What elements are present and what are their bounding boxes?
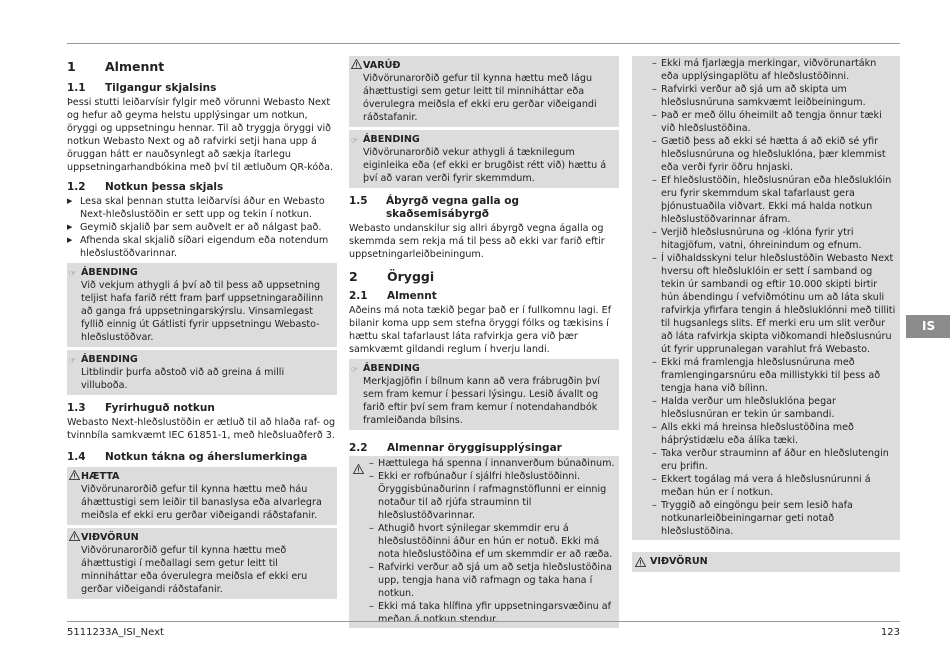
note-box bbox=[67, 263, 337, 347]
warning-triangle-icon bbox=[69, 470, 80, 480]
list-item: – Tryggið að eingöngu þeir sem lesið hafa notkunarleiðbeiningarnar geti notað hleðslustöðina. bbox=[652, 499, 896, 538]
warning-box bbox=[632, 552, 900, 572]
list-item: – Gætið þess að ekki sé hætta á að ekið sé yfir hleðslusnúruna og hleðsluklóna, þær klemmist eða verði fyrir öðru hnjaski. bbox=[652, 135, 896, 174]
column-3 bbox=[632, 56, 900, 572]
note-text: Viðvörunarorðið vekur athygli á tæknilegum eiginleika eða (ef ekki er brugðist rétt við) hættu á því að varan verði fyrir skemmdum. bbox=[363, 147, 607, 184]
caution-title: VARÚÐ bbox=[363, 60, 401, 71]
section-1-3-text: Webasto Next-hleðslustöðin er ætluð til að hlaða raf- og tvinnbíla samkvæmt IEC 61851-1, með hleðsluaðferð 3. bbox=[67, 417, 336, 441]
column-1 bbox=[67, 56, 337, 599]
document-id: 5111233A_ISI_Next bbox=[67, 627, 164, 638]
hand-pointer-icon: ☞ bbox=[351, 365, 359, 374]
note-box bbox=[349, 130, 619, 188]
note-text: Litblindir þurfa aðstoð við að greina á milli villuboða. bbox=[81, 367, 285, 391]
list-item: – Ekki er rofbúnaður í sjálfri hleðslustöðinni. Öryggisbúnaðurinn í rafmagnstöflunni er einnig notaður til að rjúfa strauminn til hleðslustöðvarinnar. bbox=[369, 470, 615, 522]
page-number: 123 bbox=[880, 627, 900, 638]
warning-triangle-icon bbox=[351, 59, 362, 69]
note-title: ÁBENDING bbox=[81, 267, 138, 278]
list-item: – Hættulega há spenna í innanverðum búnaðinum. bbox=[369, 457, 615, 470]
note-box bbox=[67, 350, 337, 395]
hand-pointer-icon: ☞ bbox=[69, 356, 77, 365]
section-1-5-heading: 1.5 Ábyrgð vegna galla og skaðsemisábyrgð bbox=[349, 195, 519, 220]
language-tab: IS bbox=[906, 315, 950, 338]
safety-list-box bbox=[349, 456, 619, 628]
hand-pointer-icon: ☞ bbox=[351, 136, 359, 145]
note-text: Merkjagjöfin í bílnum kann að vera frábrugðin því sem fram kemur í þessari lýsingu. Lesið ávallt og farið eftir því sem fram kemur í notendahandbók framleiðanda bílsins. bbox=[363, 376, 600, 426]
note-title: ÁBENDING bbox=[81, 354, 138, 365]
caution-text: Viðvörunarorðið gefur til kynna hættu með lágu áhættustigi sem getur leitt til minniháttar eða óverulegra meiðsla ef ekki eru gerðar viðeigandi ráðstafanir. bbox=[363, 73, 597, 123]
danger-text: Viðvörunarorðið gefur til kynna hættu með háu áhættustigi sem leiðir til banaslysa eða alvarlegra meiðsla ef ekki eru gerðar viðeigandi ráðstafanir. bbox=[81, 484, 322, 521]
note-text: Við vekjum athygli á því að til þess að uppsetning teljist hafa farið rétt fram þarf uppsetningaraðilinn að ganga frá uppsetningarskýrslu. Vinsamlegast fyllið einnig út Gátlisti fyrir uppsetningu Webasto-hleðslustöðvar. bbox=[81, 280, 324, 343]
warning-triangle-icon bbox=[69, 531, 80, 541]
list-item: – Taka verður strauminn af áður en hleðslutengin eru þrifin. bbox=[652, 447, 896, 473]
section-2-1-heading: 2.1 Almennt bbox=[349, 290, 437, 302]
warning-title: VIÐVÖRUN bbox=[650, 556, 708, 567]
safety-list bbox=[369, 457, 615, 626]
list-item: ▶ Lesa skal þennan stutta leiðarvísi áður en Webasto Next-hleðslustöðin er sett upp og tekin í notkun. bbox=[67, 195, 337, 221]
section-1-heading: 1 Almennt bbox=[67, 59, 165, 74]
section-1-3-heading: 1.3 Fyrirhuguð notkun bbox=[67, 402, 215, 414]
usage-list bbox=[67, 195, 337, 260]
warning-title: VIÐVÖRUN bbox=[81, 532, 139, 543]
list-item: – Rafvirki verður að sjá um að setja hleðslustöðina upp, tengja hana við rafmagn og taka hana í notkun. bbox=[369, 561, 615, 600]
list-item: ▶ Geymið skjalið þar sem auðvelt er að nálgast það. bbox=[67, 221, 337, 234]
section-1-1-heading: 1.1 Tilgangur skjalsins bbox=[67, 82, 217, 94]
header-rule bbox=[67, 43, 900, 44]
list-item: – Ekkert togálag má vera á hleðslusnúrunni á meðan hún er í notkun. bbox=[652, 473, 896, 499]
safety-list-continued-box bbox=[632, 56, 900, 540]
list-item: ▶ Afhenda skal skjalið síðari eigendum eða notendum hleðslustöðvarinnar. bbox=[67, 234, 337, 260]
list-item: – Halda verður um hleðsluklóna þegar hleðslusnúran er tekin úr sambandi. bbox=[652, 395, 896, 421]
safety-list-continued bbox=[652, 57, 896, 538]
section-2-1-text: Aðeins má nota tækið þegar það er í fullkomnu lagi. Ef bilanir koma upp sem stefna öryggi fólks og tækisins í hættu skal tafarlaust láta rafvirkja gera við þær samkvæmt gildandi reglum í hverju landi. bbox=[349, 305, 612, 355]
section-2-2-heading: 2.2 Almennar öryggisupplýsingar bbox=[349, 442, 562, 454]
column-2 bbox=[349, 56, 619, 628]
list-item: – Rafvirki verður að sjá um að skipta um hleðslusnúruna samkvæmt leiðbeiningum. bbox=[652, 83, 896, 109]
hand-pointer-icon: ☞ bbox=[69, 269, 77, 278]
footer-rule bbox=[67, 621, 900, 622]
list-item: – Ekki má taka hlífina yfir uppsetningarsvæðinu af meðan á notkun stendur. bbox=[369, 600, 615, 626]
caution-box bbox=[349, 56, 619, 127]
warning-text: Viðvörunarorðið gefur til kynna hættu með áhættustigi í meðallagi sem getur leitt til minniháttar eða óverulegra meiðsla ef ekki eru gerðar viðeigandi ráðstafanir. bbox=[81, 545, 308, 595]
list-item: – Ekki má framlengja hleðslusnúruna með framlengingarsnúru eða millistykki til þess að tengja hana við bílinn. bbox=[652, 356, 896, 395]
warning-box bbox=[67, 528, 337, 599]
section-1-5-text: Webasto undanskilur sig allri ábyrgð vegna ágalla og skemmda sem rekja má til þess að ekki var farið eftir uppsetningarleiðbeiningum. bbox=[349, 223, 605, 260]
warning-triangle-icon bbox=[635, 557, 646, 567]
list-item: – Ekki má fjarlægja merkingar, viðvörunartákn eða upplýsingaplötu af hleðslustöðinni. bbox=[652, 57, 896, 83]
section-2-heading: 2 Öryggi bbox=[349, 269, 435, 284]
danger-box bbox=[67, 467, 337, 525]
warning-triangle-icon bbox=[353, 464, 364, 474]
section-1-2-heading: 1.2 Notkun þessa skjals bbox=[67, 181, 224, 193]
list-item: – Ef hleðslustöðin, hleðslusnúran eða hleðsluklóin eru fyrir skemmdum skal tafarlaust gera þjónustuaðila viðvart. Ekki má halda notkun hleðslustöðvarinnar áfram. bbox=[652, 174, 896, 226]
list-item: – Í viðhaldsskyni telur hleðslustöðin Webasto Next hversu oft hleðsluklóin er sett í samband og tekin úr sambandi og eftir 10.000 skipti birtir hún ábendingu í vefviðmótinu um að láta skuli rafvirkja yfirfara tengin á hleðsluklónni með tilliti til hugsanlegs slits. Ef merki eru um slit verður að láta rafvirkja skipta viðkomandi hleðslusnúru út fyrir upprunalegan varahlut frá Webasto. bbox=[652, 252, 896, 356]
list-item: – Alls ekki má hreinsa hleðslustöðina með háþrýstidælu eða álíka tæki. bbox=[652, 421, 896, 447]
note-title: ÁBENDING bbox=[363, 363, 420, 374]
danger-title: HÆTTA bbox=[81, 471, 120, 482]
section-1-4-heading: 1.4 Notkun tákna og áherslumerkinga bbox=[67, 451, 308, 463]
note-title: ÁBENDING bbox=[363, 134, 420, 145]
list-item: – Athugið hvort sýnilegar skemmdir eru á hleðslustöðinni áður en hún er notuð. Ekki má nota hleðslustöðina ef um skemmdir er að ræða. bbox=[369, 522, 615, 561]
section-1-1-text: Þessi stutti leiðarvísir fylgir með vörunni Webasto Next og hefur að geyma helstu upplýsingar um notkun, öryggi og uppsetningu hennar. Til að tryggja öryggi við notkun Webasto Next og að rafvirki setji hana upp á öruggan hátt er nauðsynlegt að sækja ítarlegu uppsetningarhandbókina með því til ætluðum QR-kóða. bbox=[67, 97, 334, 173]
note-box bbox=[349, 359, 619, 430]
list-item: – Verjið hleðslusnúruna og -klóna fyrir ytri hitagjöfum, vatni, óhreinindum og efnum. bbox=[652, 226, 896, 252]
list-item: – Það er með öllu óheimilt að tengja önnur tæki við hleðslustöðina. bbox=[652, 109, 896, 135]
